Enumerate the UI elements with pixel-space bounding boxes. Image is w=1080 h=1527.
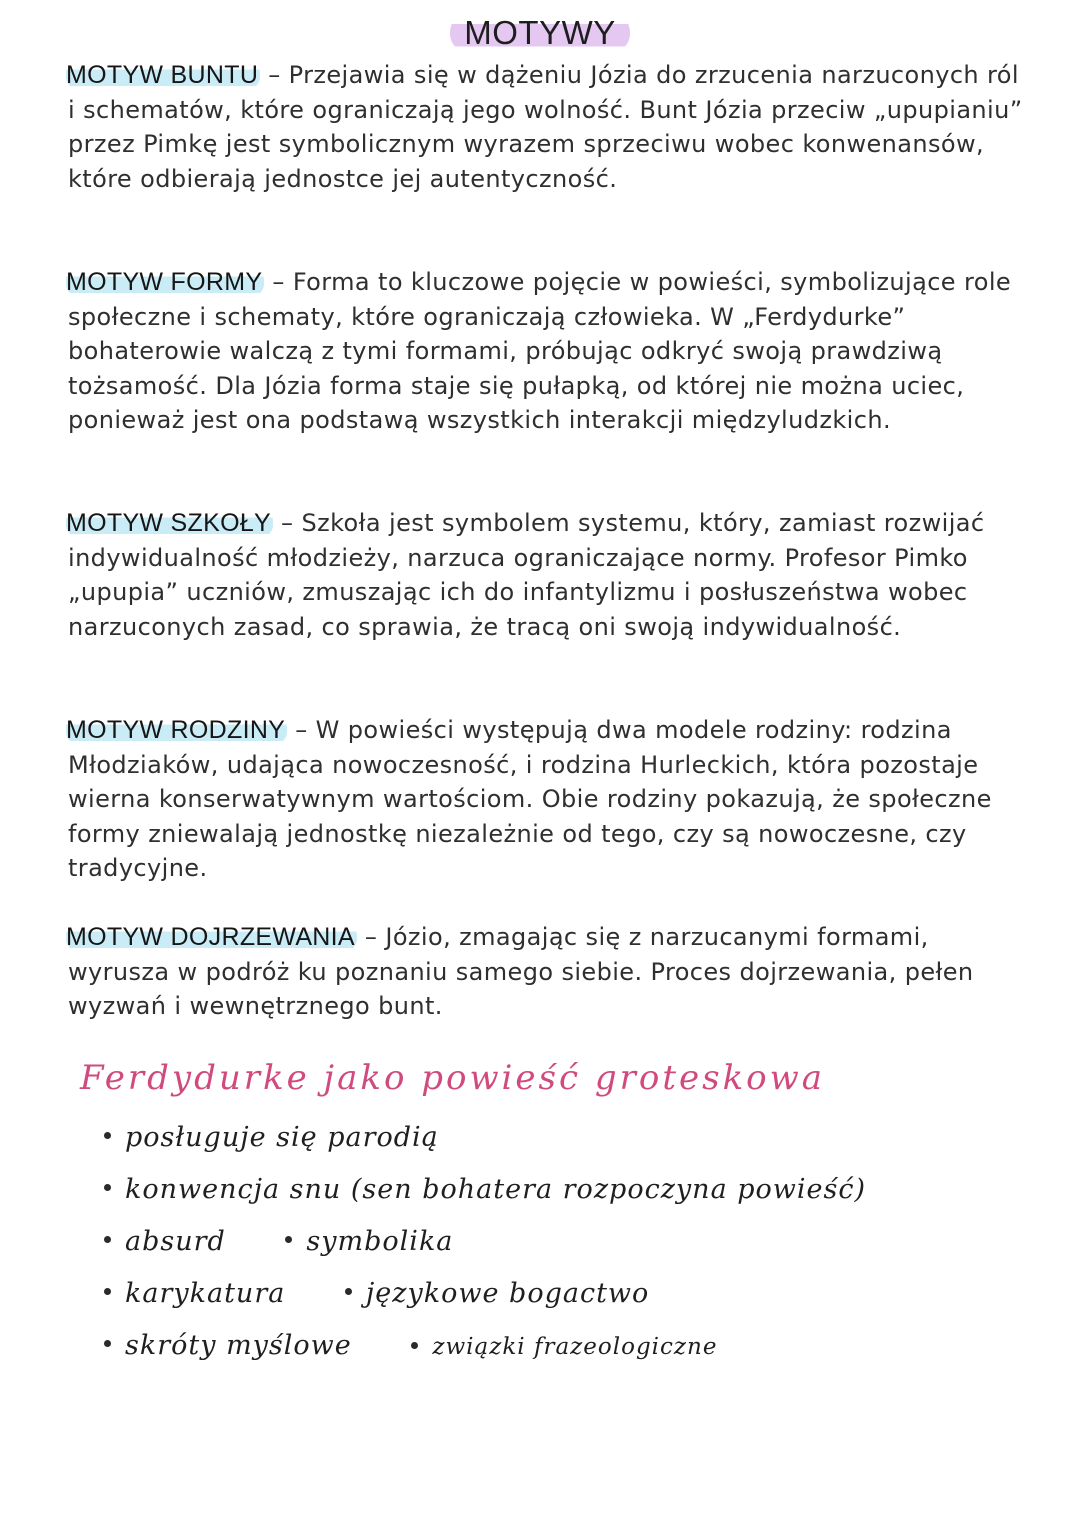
list-item: konwencja snu (sen bohatera rozpoczyna powieść): [104, 1164, 866, 1216]
motif-szkoly: [68, 506, 1028, 644]
motif-text: Szkoła jest symbolem systemu, który, zamiast rozwijać indywidualność młodzieży, narzuca ograniczające normy. Profesor Pimko „upupia” uczniów, zmuszając ich do infantylizmu i posłuszeństwa wobec narzuconych zasad, co sprawia, że tracą oni swoją indywidualność.: [68, 509, 985, 641]
list-row: [104, 1268, 1004, 1320]
bullet-icon: [285, 1236, 292, 1243]
bullet-icon: [345, 1288, 352, 1295]
motif-buntu: [68, 58, 1028, 196]
list-row: [104, 1320, 1004, 1372]
motif-text: W powieści występują dwa modele rodziny: rodzina Młodziaków, udająca nowoczesność, i rodzina Hurleckich, która pozostaje wierna konserwatywnym wartościom. Obie rodziny pokazują, że społeczne formy zniewalają jednostkę niezależnie od tego, czy są nowoczesne, czy tradycyjne.: [68, 716, 992, 883]
motif-formy: [68, 265, 1028, 438]
handwritten-list: [104, 1112, 1004, 1372]
motif-heading: MOTYW RODZINY: [66, 716, 286, 744]
list-item: skróty myślowe: [104, 1320, 352, 1372]
list-row: [104, 1164, 1004, 1216]
bullet-icon: [104, 1340, 111, 1347]
page-title-wrapper: [0, 14, 1080, 52]
bullet-icon: [104, 1132, 111, 1139]
page-title: MOTYWY: [450, 14, 629, 52]
list-item: związki frazeologiczne: [411, 1321, 717, 1373]
motif-text: Przejawia się w dążeniu Józia do zrzucenia narzuconych ról i schematów, które ograniczają jego wolność. Bunt Józia przeciw „upupianiu” przez Pimkę jest symbolicznym wyrazem sprzeciwu wobec konwenansów, które odbierają jednostce jej autentyczność.: [68, 61, 1023, 193]
bullet-icon: [104, 1184, 111, 1191]
handwritten-title: Ferdydurke jako powieść groteskowa: [80, 1058, 826, 1098]
motif-heading: MOTYW DOJRZEWANIA: [66, 923, 355, 951]
bullet-icon: [411, 1342, 418, 1349]
list-item: karykatura: [104, 1268, 285, 1320]
list-item: absurd: [104, 1216, 226, 1268]
bullet-icon: [104, 1236, 111, 1243]
motif-paragraph: MOTYW FORMY – Forma to kluczowe pojęcie w powieści, symbolizujące role społeczne i schematy, które ograniczają człowieka. W „Ferdydurke” bohaterowie walczą z tymi formami, próbując odkryć swoją prawdziwą tożsamość. Dla Józia forma staje się pułapką, od której nie można uciec, ponieważ jest ona podstawą wszystkich interakcji międzyludzkich.: [66, 268, 1012, 435]
motif-rodziny: [68, 713, 1028, 886]
motif-paragraph: MOTYW SZKOŁY – Szkoła jest symbolem systemu, który, zamiast rozwijać indywidualność młodzieży, narzuca ograniczające normy. Profesor Pimko „upupia” uczniów, zmuszając ich do infantylizmu i posłuszeństwa wobec narzuconych zasad, co sprawia, że tracą oni swoją indywidualność.: [66, 509, 985, 641]
list-item: symbolika: [285, 1216, 453, 1268]
motif-heading: MOTYW FORMY: [66, 268, 263, 296]
list-item: językowe bogactwo: [345, 1268, 649, 1320]
bullet-icon: [104, 1288, 111, 1295]
list-row: [104, 1216, 1004, 1268]
list-item: posługuje się parodią: [104, 1112, 439, 1164]
motif-heading: MOTYW BUNTU: [66, 61, 259, 89]
motif-paragraph: MOTYW RODZINY – W powieści występują dwa modele rodziny: rodzina Młodziaków, udająca nowoczesność, i rodzina Hurleckich, która pozostaje wierna konserwatywnym wartościom. Obie rodziny pokazują, że społeczne formy zniewalają jednostkę niezależnie od tego, czy są nowoczesne, czy tradycyjne.: [66, 716, 992, 883]
motif-text: Józio, zmagając się z narzucanymi formami, wyrusza w podróż ku poznaniu samego siebie. Proces dojrzewania, pełen wyzwań i wewnętrznego bunt.: [68, 923, 974, 1021]
motif-heading: MOTYW SZKOŁY: [66, 509, 272, 537]
motif-text: Forma to kluczowe pojęcie w powieści, symbolizujące role społeczne i schematy, które ograniczają człowieka. W „Ferdydurke” bohaterowie walczą z tymi formami, próbując odkryć swoją prawdziwą tożsamość. Dla Józia forma staje się pułapką, od której nie można uciec, ponieważ jest ona podstawą wszystkich interakcji międzyludzkich.: [68, 268, 1012, 435]
motif-dojrzewania: [68, 920, 1028, 1024]
motif-paragraph: MOTYW BUNTU – Przejawia się w dążeniu Józia do zrzucenia narzuconych ról i schematów, które ograniczają jego wolność. Bunt Józia przeciw „upupianiu” przez Pimkę jest symbolicznym wyrazem sprzeciwu wobec konwenansów, które odbierają jednostce jej autentyczność.: [66, 61, 1023, 193]
list-row: [104, 1112, 1004, 1164]
motif-paragraph: MOTYW DOJRZEWANIA – Józio, zmagając się z narzucanymi formami, wyrusza w podróż ku poznaniu samego siebie. Proces dojrzewania, pełen wyzwań i wewnętrznego bunt.: [66, 923, 974, 1021]
